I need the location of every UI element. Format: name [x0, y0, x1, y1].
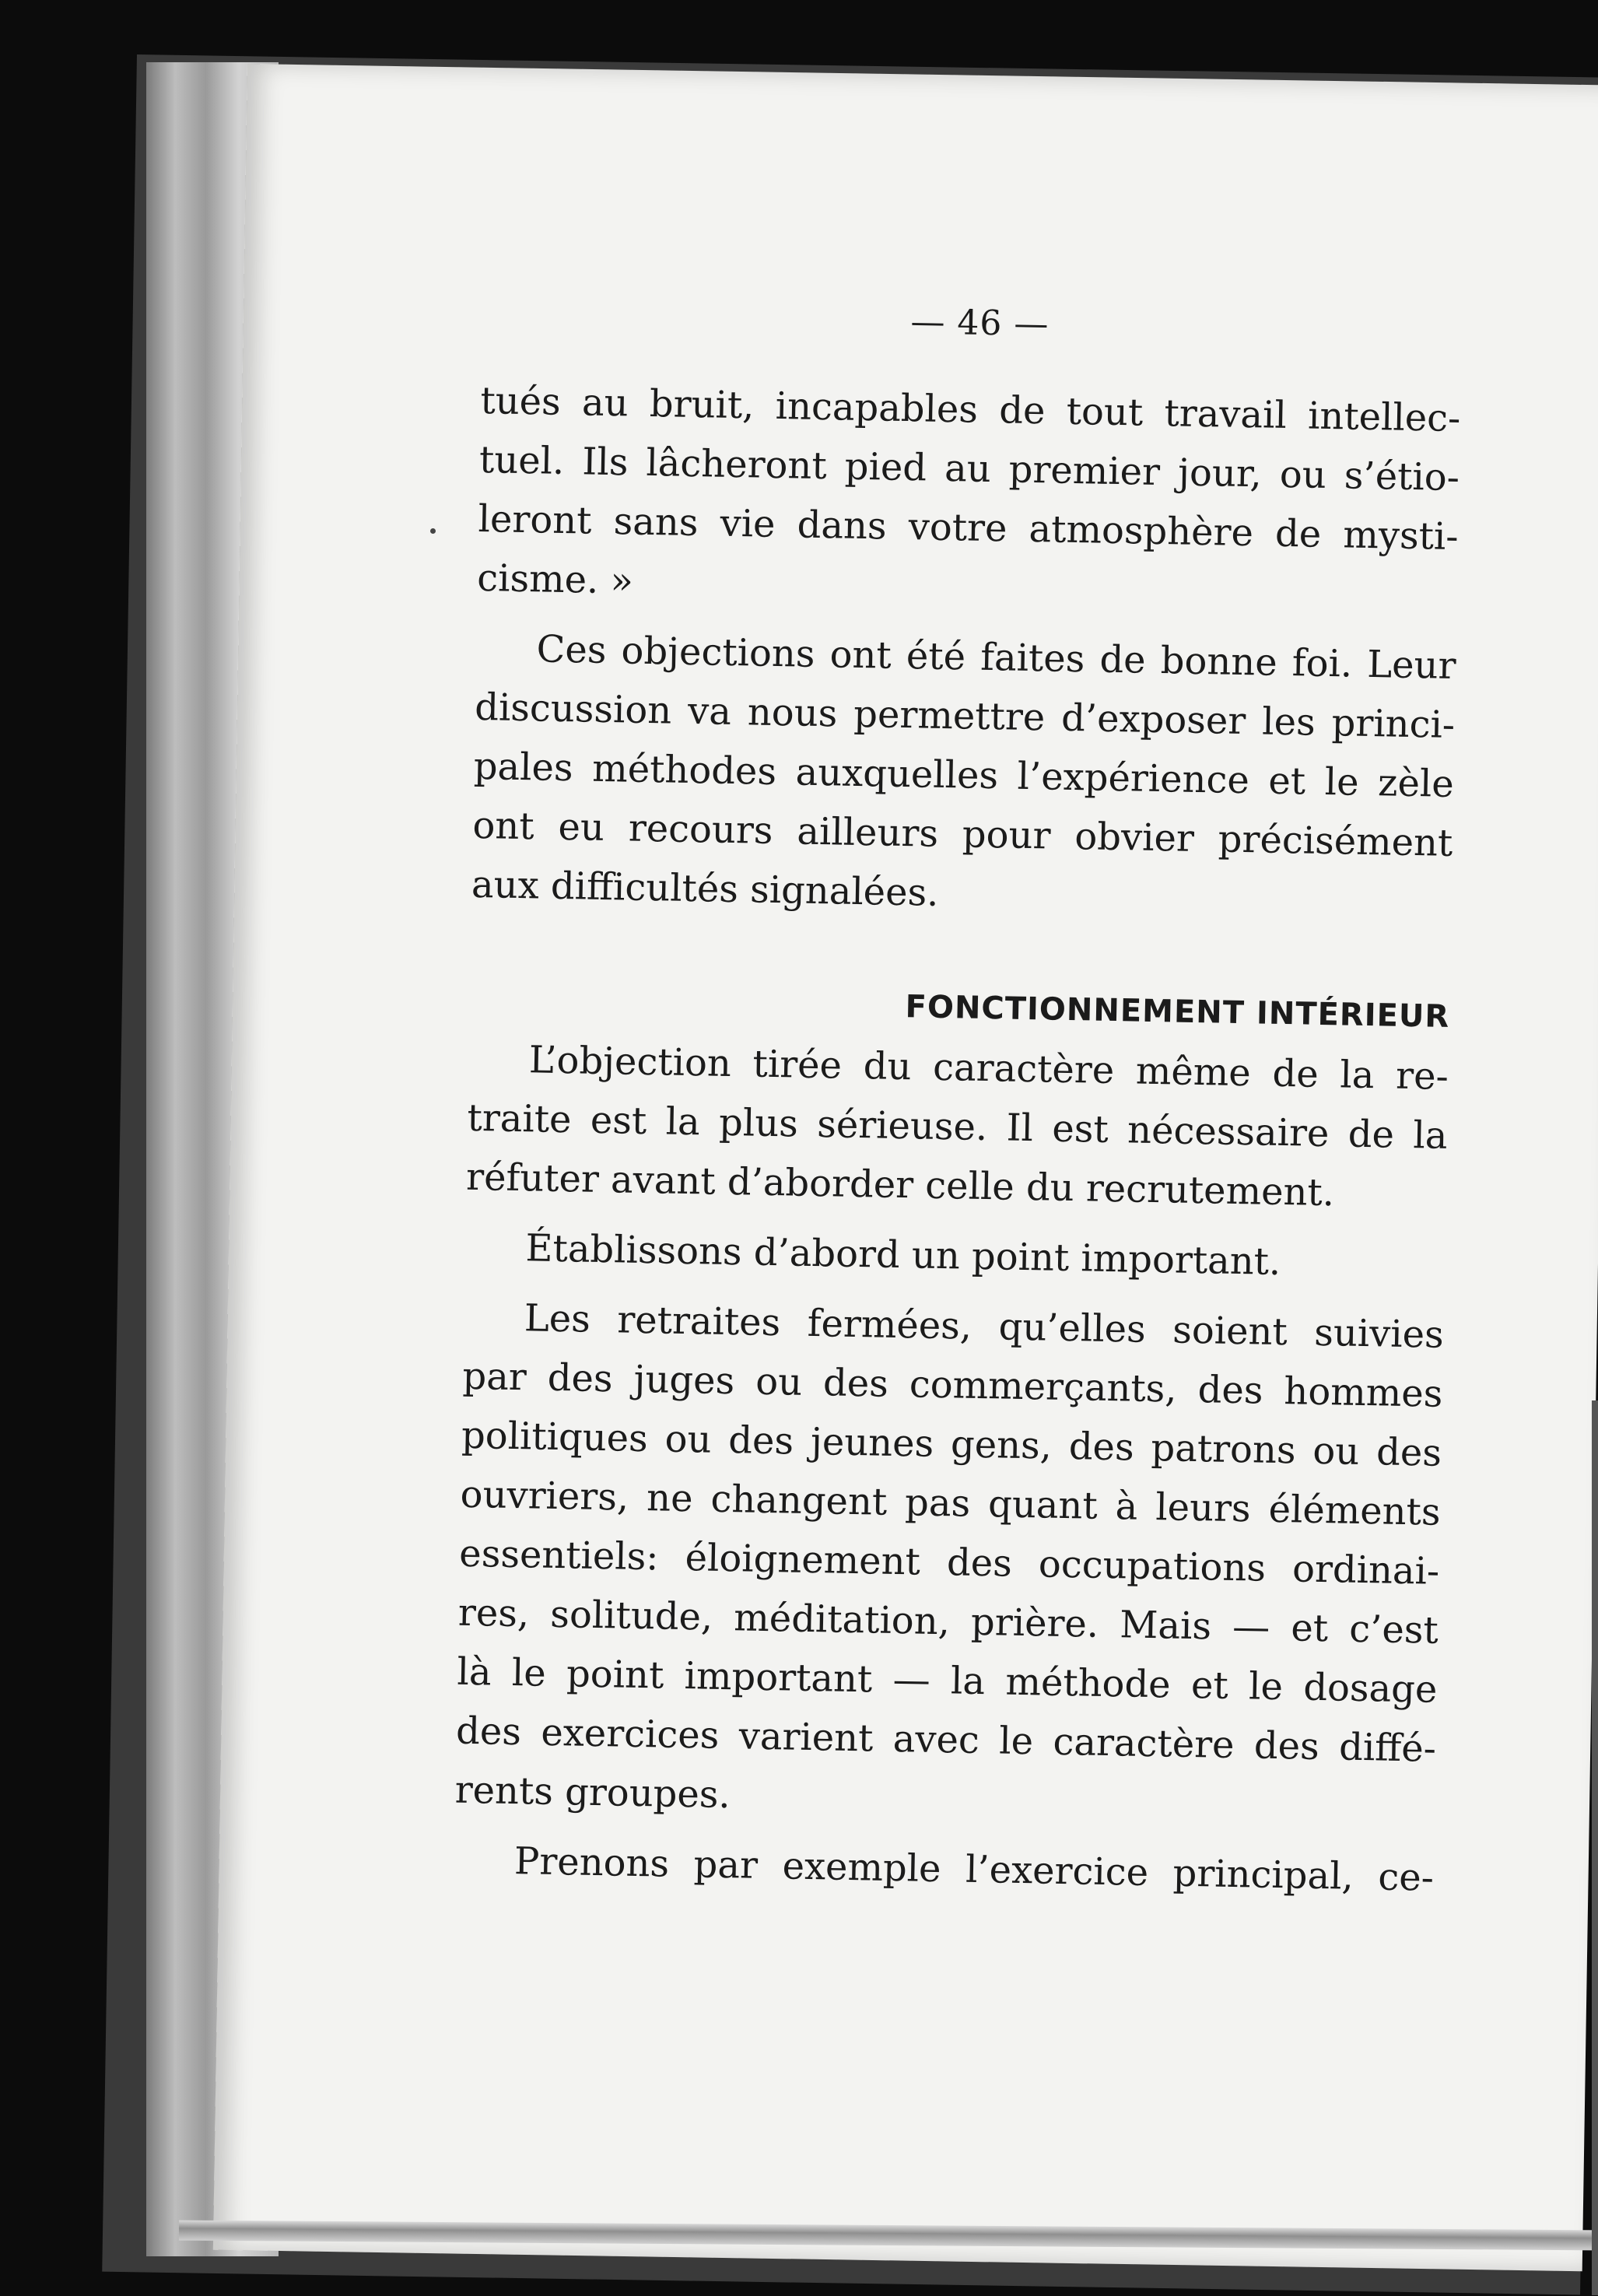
text-line: des exercices varient avec le caractère des diffé- [455, 1709, 1437, 1771]
text-line: leront sans vie dans votre atmosphère de mysti- [478, 496, 1460, 559]
text-line: res, solitude, méditation, prière. Mais — et c’est [457, 1590, 1439, 1653]
text-line: politiques ou des jeunes gens, des patrons ou des [461, 1413, 1442, 1475]
text-line: ont eu recours ailleurs pour obvier précisément [471, 803, 1453, 865]
text-line: aux difficultés signalées. [471, 862, 939, 915]
text-line: Prenons par exemple l’exercice principal, ce- [513, 1839, 1435, 1900]
point-paragraph [464, 1218, 1446, 1295]
text-line: Établissons d’abord un point important. [525, 1226, 1281, 1285]
text-line: discussion va nous permettre d’exposer les princi- [474, 685, 1456, 747]
scan-border-strip [1592, 1400, 1598, 2295]
retraites-paragraph [454, 1288, 1444, 1838]
ink-speck [430, 528, 436, 534]
objections-paragraph [471, 619, 1456, 932]
text-line: tuel. Ils lâcheront pied au premier jour, ou s’étio- [478, 437, 1460, 500]
page-number: — 46 — [909, 302, 1050, 345]
text-line: traite est la plus sérieuse. Il est nécessaire de la [467, 1095, 1448, 1158]
text-line: ouvriers, ne changent pas quant à leurs éléments [460, 1472, 1442, 1534]
text-line: cisme. » [476, 556, 634, 603]
text-line: là le point important — la méthode et le dosage [457, 1649, 1438, 1712]
text-line: tués au bruit, incapables de tout travail intellec- [479, 378, 1461, 441]
intro-paragraph [477, 371, 1461, 626]
objection-retraite-paragraph [466, 1029, 1449, 1225]
text-line: Ces objections ont été faites de bonne foi. Leur [536, 627, 1456, 689]
text-line: par des juges ou des commerçants, des hommes [461, 1354, 1443, 1416]
prenons-paragraph [453, 1831, 1434, 1908]
page-text [453, 294, 1463, 1919]
text-line: essentiels: éloignement des occupations ordinai- [458, 1531, 1440, 1593]
text-line: rents groupes. [454, 1768, 731, 1818]
text-line: Les retraites fermées, qu’elles soient suivies [524, 1296, 1445, 1357]
section-heading: FONCTIONNEMENT INTÉRIEUR [905, 989, 1450, 1035]
text-line: pales méthodes auxquelles l’expérience et le zèle [473, 744, 1455, 806]
text-line: réfuter avant d’aborder celle du recrutement. [465, 1155, 1335, 1215]
text-line: L’objection tirée du caractère même de la re- [528, 1038, 1449, 1099]
